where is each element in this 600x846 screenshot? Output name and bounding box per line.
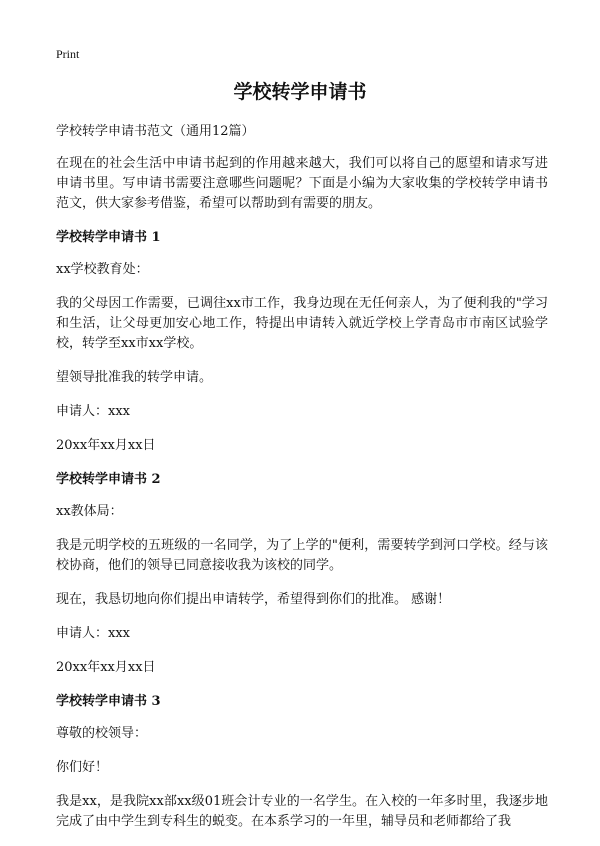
print-link[interactable]: Print xyxy=(56,47,80,61)
greeting-3: 你们好！ xyxy=(56,760,109,775)
body-paragraph-1a: 我的父母因工作需要，已调往xx市工作，我身边现在无任何亲人，为了便利我的"学习和生活，让父母更加安心地工作，特提出申请转入就近学校上学青岛市市南区试验学校，转学至xx市xx学校。 xyxy=(56,296,548,351)
page-title: 学校转学申请书 xyxy=(233,81,367,103)
subtitle: 学校转学申请书范文（通用12篇） xyxy=(56,124,255,139)
body-paragraph-2b: 现在，我恳切地向你们提出申请转学，希望得到你们的批准。 感谢！ xyxy=(56,592,451,607)
document-body xyxy=(56,122,548,846)
section-heading-1: 学校转学申请书 1 xyxy=(56,230,161,245)
body-paragraph-3a: 我是xx，是我院xx部xx级01班会计专业的一名学生。在入校的一年多时里，我逐步地完成了由中学生到专科生的蜕变。在本系学习的一年里，辅导员和老师都给了我 xyxy=(56,794,548,829)
salutation-2: xx教体局： xyxy=(56,504,123,519)
applicant-1: 申请人：xxx xyxy=(56,404,130,419)
body-paragraph-1b: 望领导批准我的转学申请。 xyxy=(56,370,213,385)
date-2: 20xx年xx月xx日 xyxy=(56,660,156,675)
date-1: 20xx年xx月xx日 xyxy=(56,438,156,453)
section-heading-3: 学校转学申请书 3 xyxy=(56,694,161,709)
applicant-2: 申请人：xxx xyxy=(56,626,130,641)
intro-paragraph: 在现在的社会生活中申请书起到的作用越来越大，我们可以将自己的愿望和请求写进申请书里。写申请书需要注意哪些问题呢？下面是小编为大家收集的学校转学申请书范文，供大家参考借鉴，希望可以帮助到有需要的朋友。 xyxy=(56,156,548,211)
salutation-1: xx学校教育处： xyxy=(56,262,149,277)
section-heading-2: 学校转学申请书 2 xyxy=(56,472,161,487)
salutation-3: 尊敬的校领导： xyxy=(56,726,148,741)
body-paragraph-2a: 我是元明学校的五班级的一名同学，为了上学的"便利，需要转学到河口学校。经与该校协商，他们的领导已同意接收我为该校的同学。 xyxy=(56,538,548,573)
